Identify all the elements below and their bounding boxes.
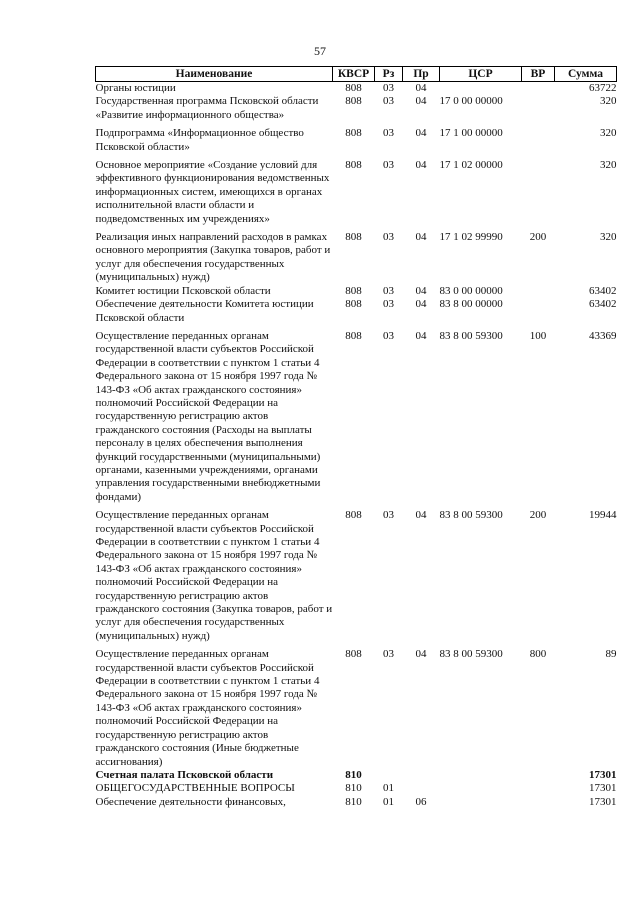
row-kvsr: 808 bbox=[345, 95, 362, 108]
row-csr bbox=[440, 769, 522, 782]
table-row bbox=[96, 782, 617, 795]
column-header-name: Наименование bbox=[96, 67, 333, 82]
column-header-vr: ВР bbox=[522, 67, 555, 82]
row-kvsr: 810 bbox=[345, 782, 362, 795]
row-name: Комитет юстиции Псковской области bbox=[95, 284, 271, 297]
row-pr: 04 bbox=[415, 127, 427, 140]
row-pr: 04 bbox=[415, 231, 427, 244]
row-csr: 83 8 00 59300 bbox=[439, 648, 503, 661]
table-row bbox=[96, 285, 617, 298]
row-name: Счетная палата Псковской области bbox=[95, 768, 274, 781]
row-kvsr: 808 bbox=[345, 82, 362, 94]
row-pr: 04 bbox=[415, 284, 427, 297]
row-csr: 83 8 00 59300 bbox=[439, 329, 503, 342]
table-row bbox=[96, 325, 617, 504]
row-pr: 04 bbox=[415, 82, 427, 94]
row-kvsr: 808 bbox=[345, 329, 362, 342]
row-sum: 320 bbox=[600, 127, 617, 140]
row-vr bbox=[522, 782, 555, 795]
row-vr: 100 bbox=[529, 329, 547, 342]
row-sum: 19944 bbox=[589, 509, 617, 522]
row-pr: 04 bbox=[415, 329, 427, 342]
row-sum: 63402 bbox=[589, 284, 617, 297]
budget-table bbox=[95, 66, 617, 809]
row-kvsr: 808 bbox=[345, 648, 362, 661]
row-name: Основное мероприятие «Создание условий для эффективного функционирования ведомственных информационных систем, имеющихся в органах исполнительной власти области и подведомственных им учреждениях» bbox=[95, 159, 330, 225]
row-vr bbox=[522, 82, 555, 96]
row-rz: 03 bbox=[383, 159, 394, 172]
row-name: Осуществление переданных органам государственной власти субъектов Российской Федерации в соответствии с пунктом 1 статьи 4 Федерального закона от 15 ноября 1997 года № 143-ФЗ «Об актах гражданского состояния» полномочий Российской Федерации на государственную регистрацию актов гражданского состояния (Расходы на выплаты персоналу в целях обеспечения выполнения функций государственными (муниципальными) органами, казенными учреждениями, органами управления государственными внебюджетными фондами) bbox=[95, 329, 321, 503]
table-row bbox=[96, 122, 617, 154]
row-vr: 800 bbox=[529, 648, 547, 661]
row-csr: 83 8 00 59300 bbox=[439, 509, 503, 522]
row-rz: 03 bbox=[383, 329, 394, 342]
row-pr: 04 bbox=[415, 509, 427, 522]
row-pr: 06 bbox=[415, 795, 427, 808]
table-row bbox=[96, 796, 617, 809]
table-row bbox=[96, 643, 617, 769]
row-sum: 17301 bbox=[589, 795, 617, 808]
row-kvsr: 808 bbox=[345, 127, 362, 140]
row-name: Осуществление переданных органам государственной власти субъектов Российской Федерации в соответствии с пунктом 1 статьи 4 Федерального закона от 15 ноября 1997 года № 143-ФЗ «Об актах гражданского состояния» полномочий Российской Федерации на государственную регистрацию актов гражданского состояния (Иные бюджетные ассигнования) bbox=[95, 648, 320, 768]
row-csr: 17 1 02 99990 bbox=[439, 231, 503, 244]
table-row bbox=[96, 154, 617, 226]
row-csr bbox=[440, 782, 522, 795]
column-header-kvsr: КВСР bbox=[333, 67, 375, 82]
row-csr: 17 1 02 00000 bbox=[439, 159, 503, 172]
row-kvsr: 808 bbox=[345, 509, 362, 522]
row-rz: 03 bbox=[383, 127, 394, 140]
row-vr bbox=[522, 95, 555, 122]
table-row bbox=[96, 769, 617, 782]
column-header-pr: Пр bbox=[403, 67, 440, 82]
row-name: ОБЩЕГОСУДАРСТВЕННЫЕ ВОПРОСЫ bbox=[95, 782, 295, 795]
row-rz: 03 bbox=[383, 231, 394, 244]
page-number: 57 bbox=[314, 44, 326, 58]
row-kvsr: 808 bbox=[345, 231, 362, 244]
row-csr: 17 1 00 00000 bbox=[439, 127, 503, 140]
table-row bbox=[96, 95, 617, 122]
row-rz: 01 bbox=[383, 782, 394, 795]
row-kvsr: 808 bbox=[345, 284, 362, 297]
column-header-rz: Рз bbox=[375, 67, 403, 82]
row-csr: 17 0 00 00000 bbox=[439, 95, 503, 108]
row-name: Обеспечение деятельности финансовых, bbox=[95, 795, 286, 808]
table-row bbox=[96, 298, 617, 325]
row-name: Осуществление переданных органам государственной власти субъектов Российской Федерации в соответствии с пунктом 1 статьи 4 Федерального закона от 15 ноября 1997 года № 143-ФЗ «Об актах гражданского состояния» полномочий Российской Федерации на государственную регистрацию актов гражданского состояния (Закупка товаров, работ и услуг для обеспечения государственных (муниципальных) нужд) bbox=[95, 509, 333, 642]
row-kvsr: 810 bbox=[345, 768, 362, 781]
row-sum: 43369 bbox=[589, 329, 617, 342]
row-sum: 63402 bbox=[589, 298, 617, 311]
row-sum: 17301 bbox=[589, 768, 617, 781]
row-vr: 200 bbox=[529, 509, 547, 522]
row-pr: 04 bbox=[415, 298, 427, 311]
table-row bbox=[96, 504, 617, 643]
row-rz bbox=[375, 769, 403, 782]
column-header-csr: ЦСР bbox=[440, 67, 522, 82]
row-vr bbox=[522, 122, 555, 154]
row-vr bbox=[522, 154, 555, 226]
row-sum: 89 bbox=[605, 648, 617, 661]
row-csr bbox=[440, 82, 522, 96]
row-rz: 03 bbox=[383, 648, 394, 661]
row-name: Реализация иных направлений расходов в рамках основного мероприятия (Закупка товаров, работ и услуг для обеспечения государственных (муниципальных) нужд) bbox=[95, 231, 331, 284]
table-row bbox=[96, 226, 617, 285]
row-kvsr: 810 bbox=[345, 795, 362, 808]
row-rz: 03 bbox=[383, 284, 394, 297]
row-name: Государственная программа Псковской области «Развитие информационного общества» bbox=[95, 95, 319, 121]
row-vr bbox=[522, 298, 555, 325]
row-rz: 03 bbox=[383, 509, 394, 522]
row-rz: 03 bbox=[383, 82, 394, 94]
row-pr: 04 bbox=[415, 95, 427, 108]
row-sum: 320 bbox=[600, 95, 617, 108]
row-csr: 83 0 00 00000 bbox=[439, 284, 503, 297]
row-csr bbox=[440, 796, 522, 809]
row-vr bbox=[522, 796, 555, 809]
row-vr: 200 bbox=[529, 231, 547, 244]
table-row bbox=[96, 82, 617, 96]
row-rz: 01 bbox=[383, 795, 394, 808]
row-rz: 03 bbox=[383, 95, 394, 108]
row-pr: 04 bbox=[415, 648, 427, 661]
row-sum: 63722 bbox=[589, 82, 617, 94]
table-header-row bbox=[96, 67, 617, 82]
row-pr bbox=[403, 769, 440, 782]
row-name: Подпрограмма «Информационное общество Псковской области» bbox=[95, 127, 304, 153]
row-vr bbox=[522, 769, 555, 782]
row-csr: 83 8 00 00000 bbox=[439, 298, 503, 311]
row-sum: 320 bbox=[600, 231, 617, 244]
row-name: Органы юстиции bbox=[95, 82, 176, 94]
row-name: Обеспечение деятельности Комитета юстиции Псковской области bbox=[95, 298, 314, 324]
row-vr bbox=[522, 285, 555, 298]
row-pr bbox=[403, 782, 440, 795]
row-kvsr: 808 bbox=[345, 298, 362, 311]
row-rz: 03 bbox=[383, 298, 394, 311]
row-sum: 320 bbox=[600, 159, 617, 172]
row-pr: 04 bbox=[415, 159, 427, 172]
row-kvsr: 808 bbox=[345, 159, 362, 172]
column-header-sum: Сумма bbox=[555, 67, 617, 82]
row-sum: 17301 bbox=[589, 782, 617, 795]
